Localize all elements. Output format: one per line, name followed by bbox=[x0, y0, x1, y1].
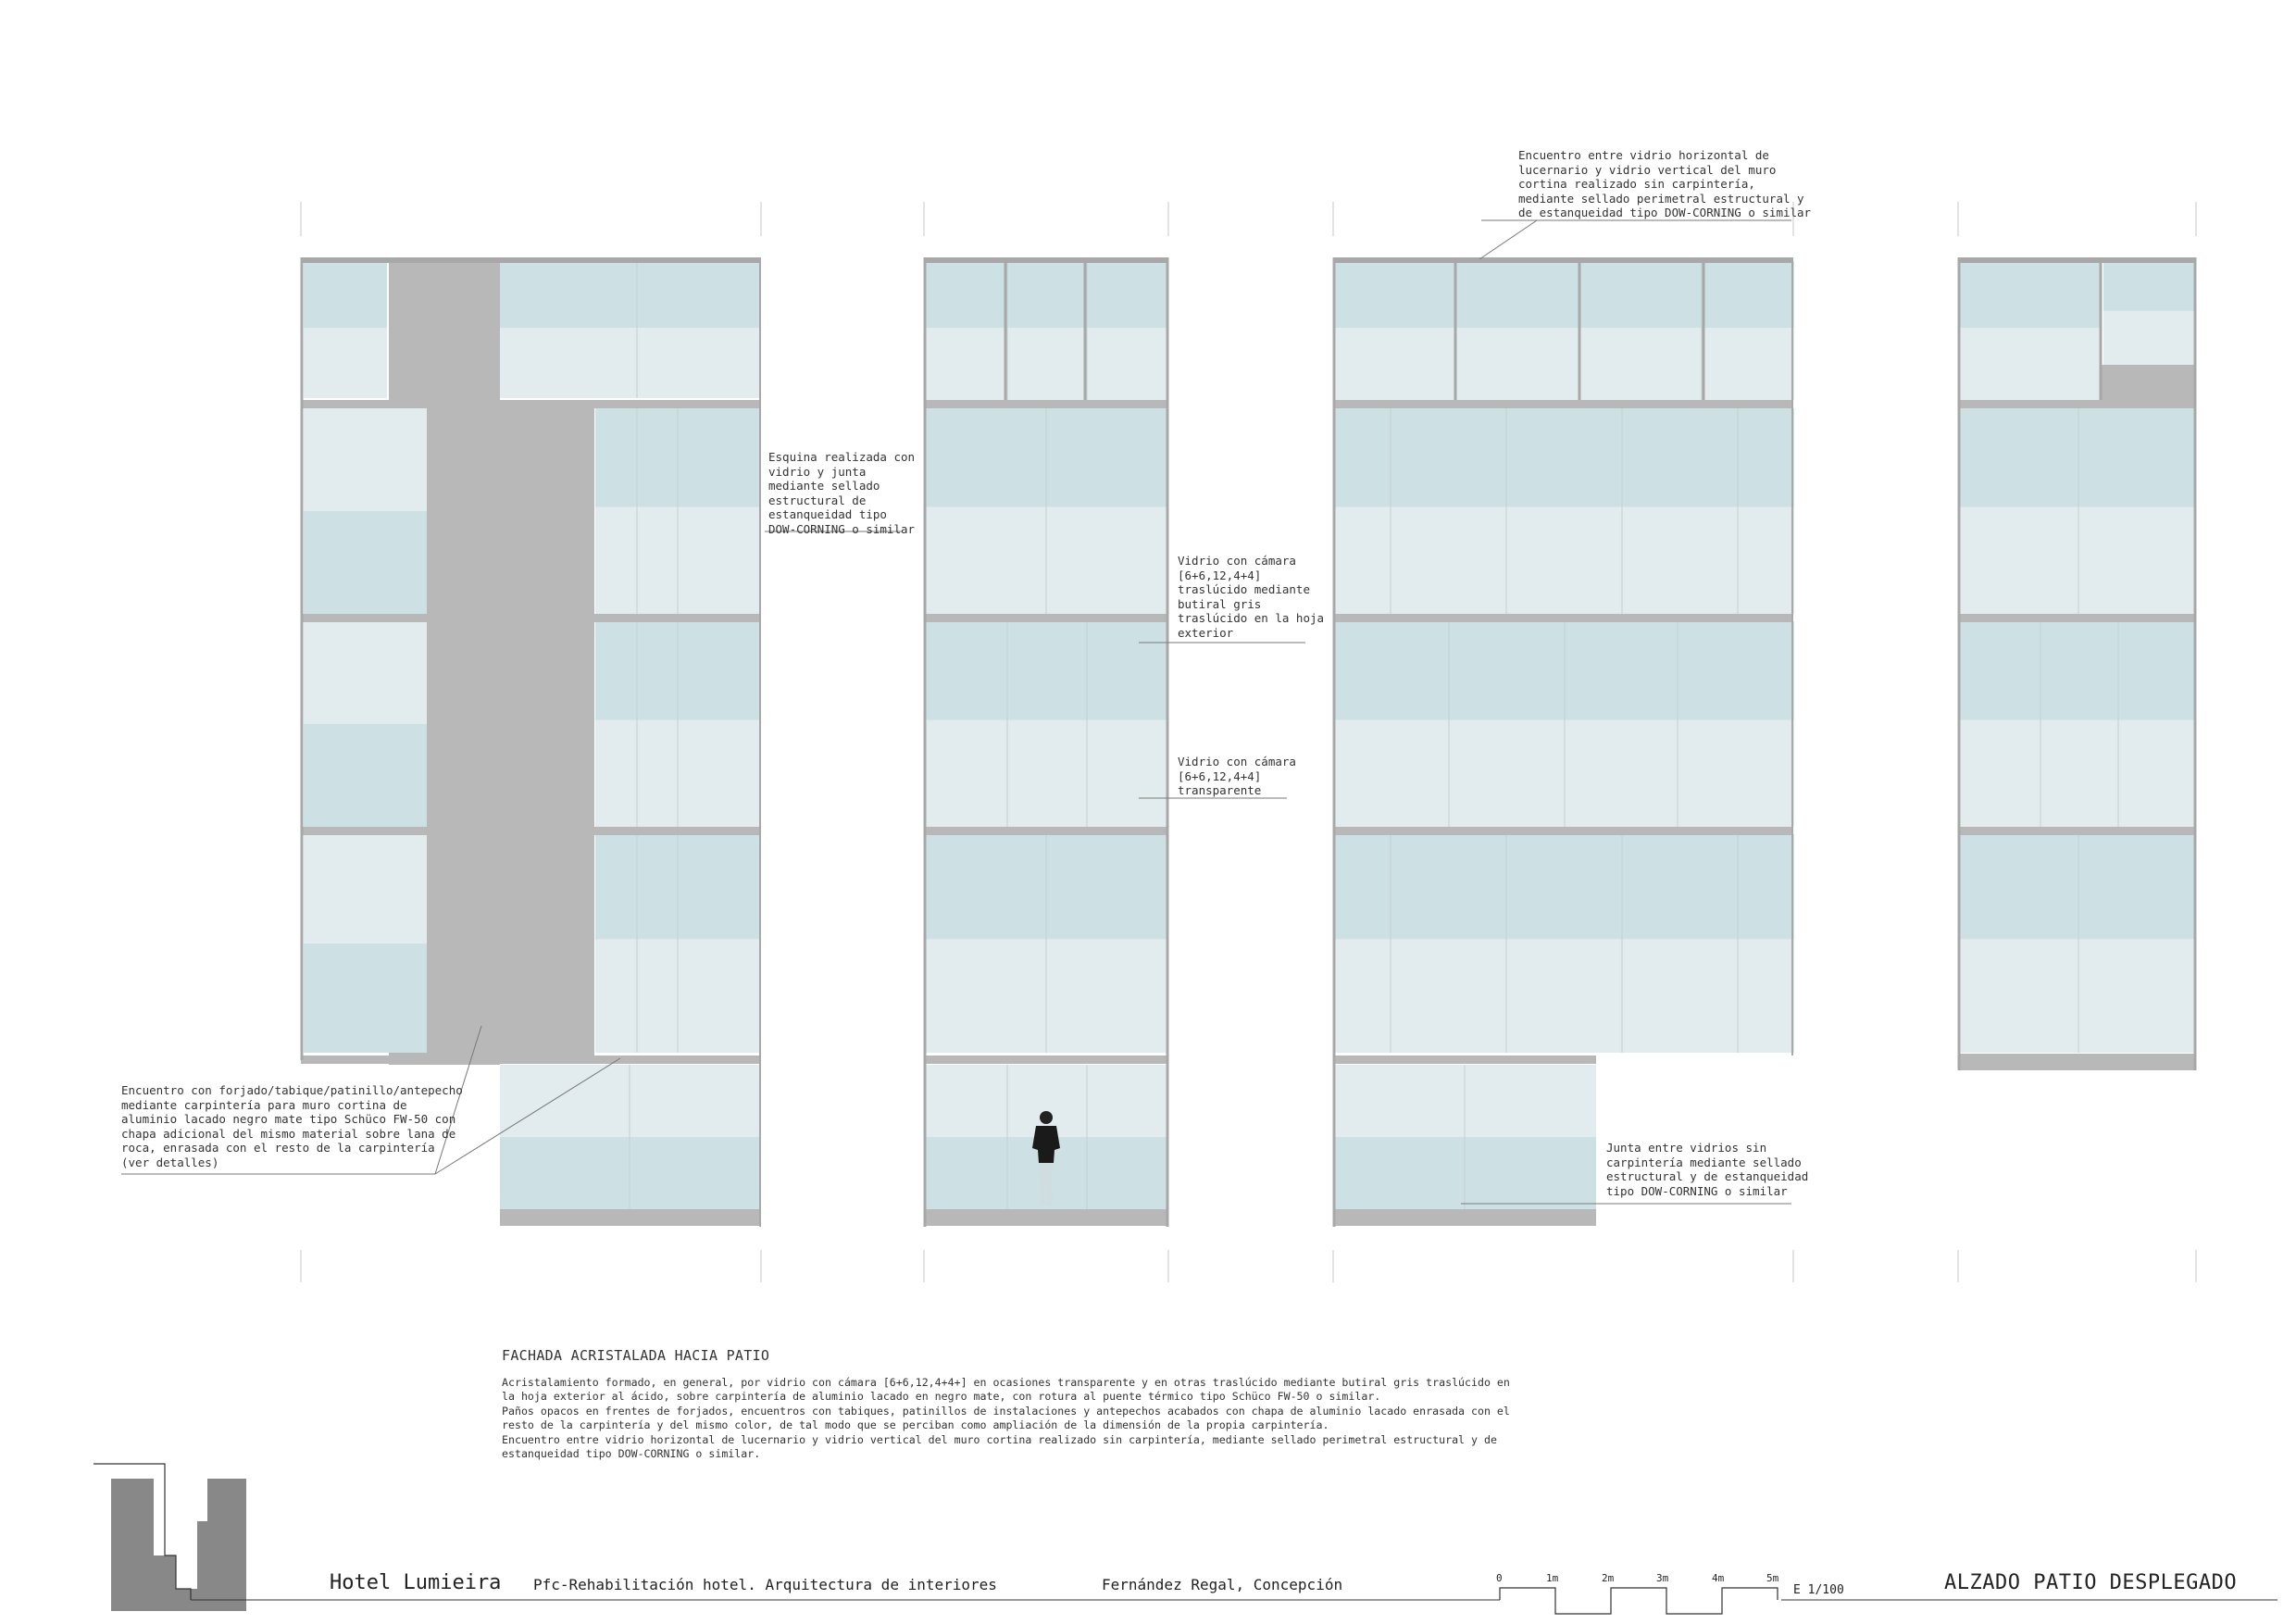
person-head bbox=[1040, 1111, 1053, 1124]
description-body: Acristalamiento formado, en general, por vidrio con cámara [6+6,12,4+4+] en ocasiones transparente y en otras traslúcido mediante butiral gris traslúcido en la hoja exterior al ácido, sobre carpintería de aluminio lacado en negro mate, con rotura al puente térmico tipo Schüco FW-50 o similar. Paños opacos en frentes de forjados, encuentros con tabiques, patinillos de instalaciones y antepechos acabados con chapa de aluminio lacado enrasada con el resto de la carpintería y del mismo color, de tal modo que se perciban como ampliación de la dimensión de la propia carpintería. Encuentro entre vidrio horizontal de lucernario y vidrio vertical del muro cortina realizado sin carpintería, mediante sellado perimetral estructural y de estanqueidad tipo DOW-CORNING o similar. bbox=[502, 1376, 1510, 1461]
facade3-frame-top bbox=[1333, 257, 1793, 263]
scale-label: E 1/100 bbox=[1793, 1583, 1844, 1597]
facade1-slab-2 bbox=[301, 827, 761, 835]
scale-bar-label-1m: 1m bbox=[1546, 1572, 1559, 1584]
drawing-title: ALZADO PATIO DESPLEGADO bbox=[1944, 1571, 2238, 1594]
facade2-slab-2 bbox=[924, 827, 1168, 835]
facade4-slab-2 bbox=[1958, 827, 2196, 835]
note-translucent-glass: Vidrio con cámara [6+6,12,4+4] traslúcido mediante butiral gris traslúcido en la hoja exterior bbox=[1178, 554, 1325, 640]
scale-bar-label-4m: 4m bbox=[1712, 1572, 1725, 1584]
facade3-pane-2-tint bbox=[1335, 834, 1794, 939]
facade1-pane-left-2-tint bbox=[304, 943, 427, 1053]
scale-bar-label-2m: 2m bbox=[1602, 1572, 1615, 1584]
facade3-pane-0-tint bbox=[1335, 408, 1794, 507]
facade4-slab-0 bbox=[1958, 400, 2196, 408]
facade1-pane-left-light-1 bbox=[304, 621, 427, 720]
facade3-pane-top-tint bbox=[1335, 261, 1794, 328]
facade4-pane-top-right-tint bbox=[2103, 261, 2194, 311]
facade3-base bbox=[1333, 1209, 1596, 1226]
facade1-slab-1 bbox=[301, 614, 761, 622]
facade3-pane-bottom-tint bbox=[1335, 1137, 1596, 1209]
facade1-pane-top-right-tint bbox=[500, 263, 759, 328]
facade4-top-opaque bbox=[2102, 365, 2196, 400]
leader-skylight-d bbox=[1479, 220, 1537, 259]
facade4-pane-top-left-tint bbox=[1960, 261, 2101, 328]
facade2-frame-top bbox=[924, 257, 1168, 263]
facade2-base bbox=[924, 1209, 1168, 1226]
scale-bar bbox=[1500, 1588, 1778, 1614]
facade3-slab-0 bbox=[1333, 400, 1793, 408]
facade1-pane-bottom-tint bbox=[500, 1137, 761, 1209]
facade4-slab-1 bbox=[1958, 614, 2196, 622]
facade4-base bbox=[1958, 1054, 2196, 1070]
facade1-pane-left-0-tint bbox=[304, 511, 427, 614]
facade3-slab-2 bbox=[1333, 827, 1793, 835]
scale-bar-label-0: 0 bbox=[1496, 1572, 1503, 1584]
description-title: FACHADA ACRISTALADA HACIA PATIO bbox=[502, 1347, 770, 1364]
facade1-slab-3 bbox=[301, 1056, 761, 1064]
note-glass-joint: Junta entre vidrios sin carpintería mediante sellado estructural y de estanqueidad tipo DOW-CORNING o similar bbox=[1606, 1141, 1809, 1198]
facade3-slab-3 bbox=[1333, 1056, 1596, 1064]
facade4-pane-0-tint bbox=[1960, 408, 2194, 507]
facade1-pane-left-1-tint bbox=[304, 724, 427, 827]
project-name: Pfc-Rehabilitación hotel. Arquitectura de interiores bbox=[533, 1576, 997, 1593]
facade1-pane-left-light-0 bbox=[304, 408, 427, 507]
facade4-pane-1-tint bbox=[1960, 621, 2194, 720]
hotel-name: Hotel Lumieira bbox=[330, 1571, 502, 1594]
facade2-pane-top-tint bbox=[926, 261, 1167, 328]
scale-bar-label-3m: 3m bbox=[1656, 1572, 1669, 1584]
facade1-base bbox=[500, 1209, 761, 1226]
facade2-pane-1-tint bbox=[926, 621, 1167, 720]
note-corner-joint: Esquina realizada con vidrio y junta mediante sellado estructural de estanqueidad tipo DOW-CORNING o similar bbox=[768, 450, 916, 536]
facade1-slab-0 bbox=[301, 400, 761, 408]
author-name: Fernández Regal, Concepción bbox=[1102, 1576, 1343, 1593]
scale-bar-label-5m: 5m bbox=[1766, 1572, 1779, 1584]
note-transparent-glass: Vidrio con cámara [6+6,12,4+4] transparente bbox=[1178, 755, 1296, 797]
facade-description bbox=[502, 1347, 1520, 1461]
facade2-slab-1 bbox=[924, 614, 1168, 622]
facade1-pane-left-light-2 bbox=[304, 834, 427, 939]
logo-mark bbox=[111, 1479, 246, 1611]
facade3-slab-1 bbox=[1333, 614, 1793, 622]
facade1-core bbox=[428, 400, 594, 1056]
note-slab-meeting: Encuentro con forjado/tabique/patinillo/antepecho mediante carpintería para muro cortina de aluminio lacado negro mate tipo Schüco FW-50 con chapa adicional del mismo material sobre lana de roca, enrasada con el resto de la carpintería (ver detalles) bbox=[121, 1083, 463, 1169]
facade2-slab-3 bbox=[924, 1056, 1168, 1064]
facade1-frame-top bbox=[301, 257, 761, 263]
facade4-pane-2-tint bbox=[1960, 834, 2194, 939]
note-skylight-joint: Encuentro entre vidrio horizontal de lucernario y vidrio vertical del muro cortina realizado sin carpintería, mediante sellado perimetral estructural y de estanqueidad tipo DOW-CORNING o similar bbox=[1518, 148, 1812, 219]
facade2-slab-0 bbox=[924, 400, 1168, 408]
facade4-frame-top bbox=[1958, 257, 2196, 263]
facade1-pane-top-left-tint bbox=[304, 263, 387, 328]
